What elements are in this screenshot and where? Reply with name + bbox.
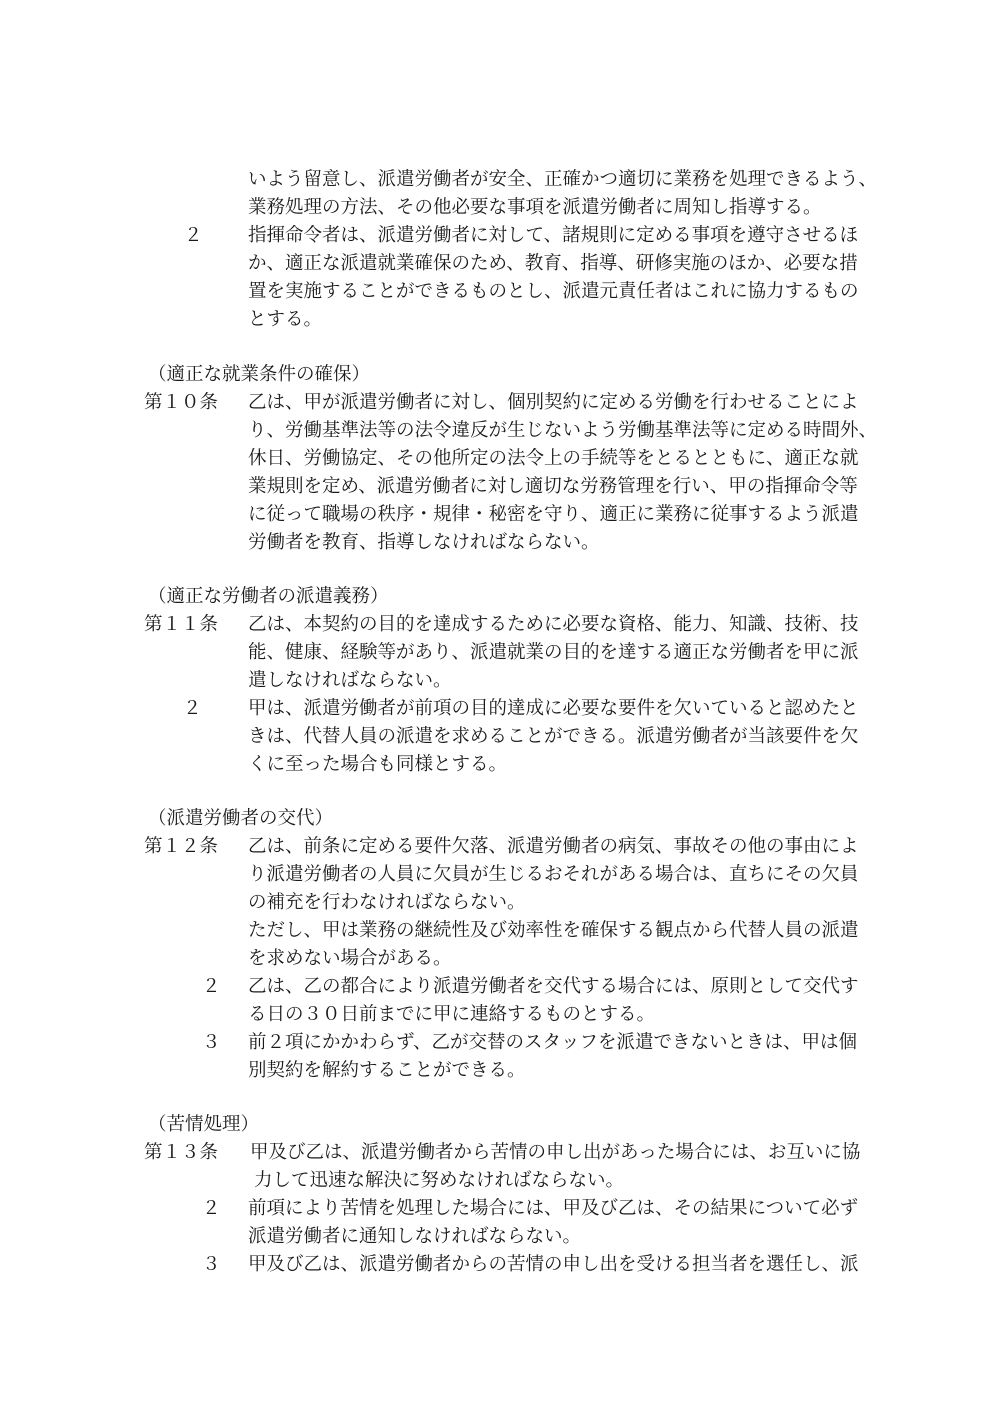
article-line: 乙は、前条に定める要件欠落、派遣労働者の病気、事故その他の事由によ xyxy=(248,836,859,857)
paragraph-line: か、適正な派遣就業確保のため、教育、指導、研修実施のほか、必要な措 xyxy=(248,253,858,274)
paragraph-line: 前２項にかかわらず、乙が交替のスタッフを派遣できないときは、甲は個 xyxy=(248,1032,858,1053)
article-line: 遣しなければならない。 xyxy=(248,670,452,691)
continuation-line: いよう留意し、派遣労働者が安全、正確かつ適切に業務を処理できるよう、 xyxy=(248,169,878,190)
paragraph-line: とする。 xyxy=(248,309,323,330)
paragraph-line: 派遣労働者に通知しなければならない。 xyxy=(248,1226,582,1247)
paragraph-number: ２ xyxy=(202,976,221,997)
article-line: に従って職場の秩序・規律・秘密を守り、適正に業務に従事するよう派遣 xyxy=(248,504,859,525)
paragraph-line: 置を実施することができるものとし、派遣元責任者はこれに協力するもの xyxy=(248,281,859,302)
paragraph-line: きは、代替人員の派遣を求めることができる。派遣労働者が当該要件を欠 xyxy=(248,726,859,747)
article-line: を求めない場合がある。 xyxy=(248,948,452,969)
article-line: 休日、労働協定、その他所定の法令上の手続等をとるとともに、適正な就 xyxy=(248,448,859,469)
continuation-line: 業務処理の方法、その他必要な事項を派遣労働者に周知し指導する。 xyxy=(248,197,822,218)
article-line: 労働者を教育、指導しなければならない。 xyxy=(248,532,600,553)
article-line: 乙は、本契約の目的を達成するために必要な資格、能力、知識、技術、技 xyxy=(248,614,859,635)
article-line: 乙は、甲が派遣労働者に対し、個別契約に定める労働を行わせることによ xyxy=(248,392,859,413)
paragraph-number: ３ xyxy=(202,1254,221,1275)
article-line: 能、健康、経験等があり、派遣就業の目的を達する適正な労働者を甲に派 xyxy=(248,642,859,663)
article-line: の補充を行わなければならない。 xyxy=(248,892,526,913)
article-heading: （適正な労働者の派遣義務） xyxy=(148,586,389,607)
paragraph-line: 甲は、派遣労働者が前項の目的達成に必要な要件を欠いていると認めたと xyxy=(248,698,859,719)
article-label: 第１０条 xyxy=(144,392,219,413)
article-line: り、労働基準法等の法令違反が生じないよう労働基準法等に定める時間外、 xyxy=(248,420,878,441)
article-heading: （派遣労働者の交代） xyxy=(148,808,334,829)
article-label: 第１２条 xyxy=(144,836,219,857)
article-label: 第１１条 xyxy=(144,614,219,635)
paragraph-line: 乙は、乙の都合により派遣労働者を交代する場合には、原則として交代す xyxy=(248,976,859,997)
paragraph-line: 甲及び乙は、派遣労働者からの苦情の申し出を受ける担当者を選任し、派 xyxy=(248,1254,859,1275)
article-line: ただし、甲は業務の継続性及び効率性を確保する観点から代替人員の派遣 xyxy=(248,920,859,941)
article-heading: （適正な就業条件の確保） xyxy=(148,364,371,385)
paragraph-number: ２ xyxy=(183,698,202,719)
article-heading: （苦情処理） xyxy=(148,1114,260,1135)
article-label: 第１３条 xyxy=(144,1142,219,1163)
paragraph-number: ２ xyxy=(184,225,203,246)
paragraph-line: 別契約を解約することができる。 xyxy=(248,1060,526,1081)
article-line: 業規則を定め、派遣労働者に対し適切な労務管理を行い、甲の指揮命令等 xyxy=(248,476,858,497)
paragraph-line: 指揮命令者は、派遣労働者に対して、諸規則に定める事項を遵守させるほ xyxy=(248,225,859,246)
paragraph-line: くに至った場合も同様とする。 xyxy=(248,754,508,775)
paragraph-number: ２ xyxy=(202,1198,221,1219)
article-line: り派遣労働者の人員に欠員が生じるおそれがある場合は、直ちにその欠員 xyxy=(248,864,859,885)
paragraph-line: 前項により苦情を処理した場合には、甲及び乙は、その結果について必ず xyxy=(248,1198,859,1219)
paragraph-line: る日の３０日前までに甲に連絡するものとする。 xyxy=(248,1004,656,1025)
paragraph-number: ３ xyxy=(202,1032,221,1053)
article-line: 甲及び乙は、派遣労働者から苦情の申し出があった場合には、お互いに協 xyxy=(250,1142,861,1163)
article-line: 力して迅速な解決に努めなければならない。 xyxy=(254,1170,625,1191)
